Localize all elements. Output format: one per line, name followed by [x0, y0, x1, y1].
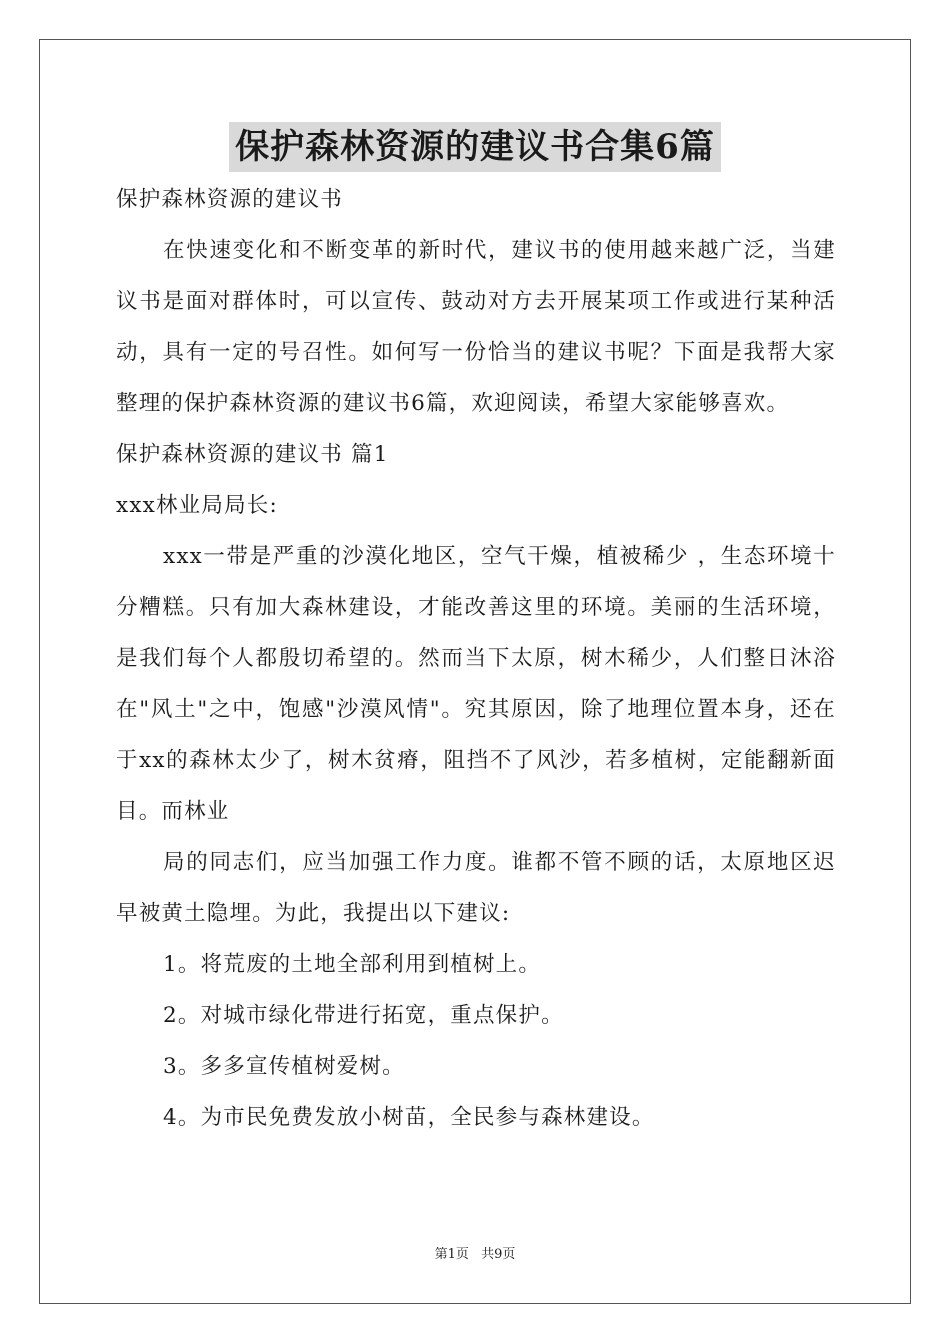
salutation: xxx林业局局长:: [116, 493, 278, 518]
page-number: 第1页: [434, 1247, 469, 1262]
body-paragraph-2: 局的同志们，应当加强工作力度。谁都不管不顾的话，太原地区迟早被黄土隐埋。为此，我提出以下建议:: [116, 850, 836, 926]
intro-paragraph: 在快速变化和不断变革的新时代，建议书的使用越来越广泛，当建议书是面对群体时，可以宣传、鼓动对方去开展某项工作或进行某种活动，具有一定的号召性。如何写一份恰当的建议书呢？下面是我帮大家整理的保护森林资源的建议书6篇，欢迎阅读，希望大家能够喜欢。: [116, 238, 836, 416]
title-container: [0, 122, 950, 172]
section-heading: 保护森林资源的建议书 篇1: [116, 442, 389, 467]
suggestion-item: 2。对城市绿化带进行拓宽，重点保护。: [163, 1003, 564, 1028]
suggestion-item: 4。为市民免费发放小树苗，全民参与森林建设。: [163, 1105, 655, 1130]
subtitle: 保护森林资源的建议书: [116, 187, 344, 212]
suggestion-item: 1。将荒废的土地全部利用到植树上。: [163, 952, 542, 977]
page-total: 共9页: [481, 1247, 516, 1262]
document-title: 保护森林资源的建议书合集6篇: [229, 122, 721, 172]
document-body: [116, 174, 836, 1143]
page-footer: [0, 1245, 950, 1265]
suggestion-item: 3。多多宣传植树爱树。: [163, 1054, 405, 1079]
body-paragraph-1: xxx一带是严重的沙漠化地区，空气干燥，植被稀少 ，生态环境十分糟糕。只有加大森林建设，才能改善这里的环境。美丽的生活环境，是我们每个人都殷切希望的。然而当下太原，树木稀少，人们整日沐浴在"风土"之中，饱感"沙漠风情"。究其原因，除了地理位置本身，还在于xx的森林太少了，树木贫瘠，阻挡不了风沙，若多植树，定能翻新面目。而林业: [116, 544, 836, 824]
